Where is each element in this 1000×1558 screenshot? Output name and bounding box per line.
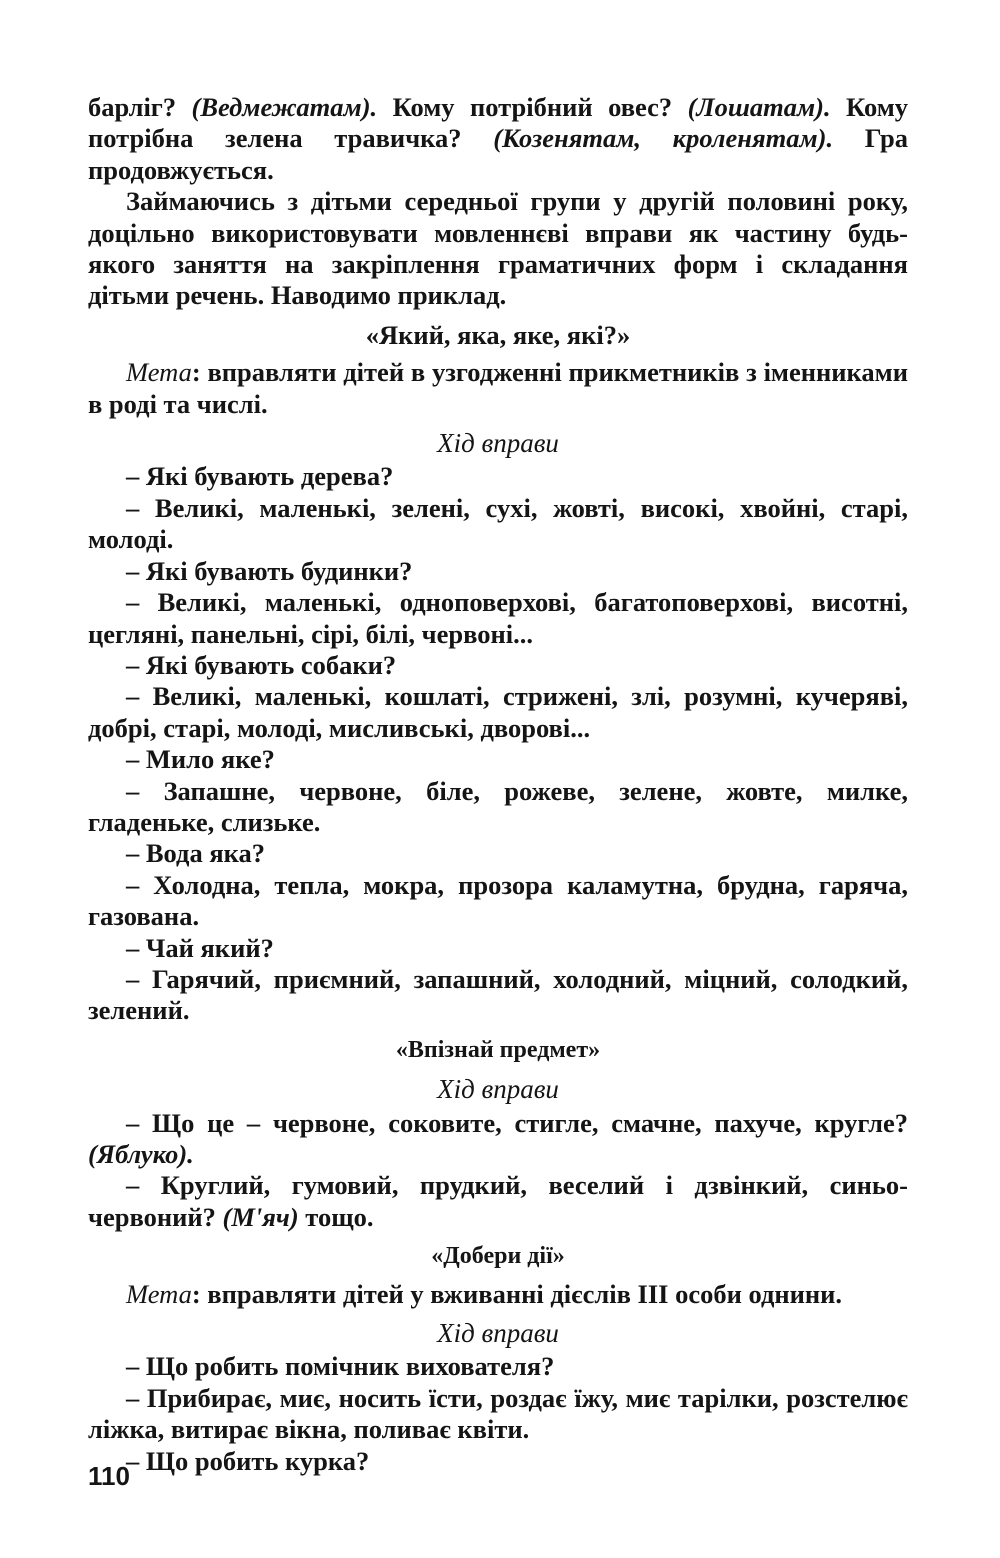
page-body <box>88 92 908 1477</box>
page-number: 110 <box>88 1461 130 1491</box>
text-run: Кому потрібна зелена травичка? <box>88 92 908 154</box>
dialogue-line: – Запашне, червоне, біле, рожеве, зелене, жовте, милке, гладеньке, слизьке. <box>88 775 908 837</box>
dialogue-line: – Холодна, тепла, мокра, прозора каламутна, брудна, гаряча, газована. <box>88 869 908 932</box>
dialogue-line: – Великі, маленькі, одноповерхові, багатоповерхові, висотні, цегляні, панельні, сірі, білі, червоні... <box>88 587 908 649</box>
dialogue-line: – Великі, маленькі, зелені, сухі, жовті, високі, хвойні, старі, молоді. <box>88 492 908 555</box>
text-run: Кому потрібний овес? <box>377 92 688 122</box>
answer-italic: (М'яч) <box>222 1201 299 1232</box>
goal-text: : вправляти дітей у вживанні дієслів ІІІ особи однини. <box>191 1278 843 1309</box>
dialogue-line: – Вода яка? <box>126 838 266 869</box>
exercise-progress-title-2: Хід вправи <box>437 1074 559 1105</box>
dialogue-line: – Які бувають будинки? <box>126 555 413 586</box>
exercise-title-1: «Який, яка, яке, які?» <box>365 319 631 350</box>
dialogue-line <box>88 1170 908 1233</box>
exercise-progress-title-1: Хід вправи <box>437 428 559 459</box>
dialogue-line: – Які бувають дерева? <box>126 461 394 492</box>
answer-italic: (Лошатам). <box>687 92 831 122</box>
answer-italic: (Козенятам, кроленятам). <box>493 123 834 154</box>
dialogue-line: – Великі, маленькі, кошлаті, стрижені, злі, розумні, кучеряві, добрі, старі, молоді, мисливські, дворові... <box>88 681 908 743</box>
goal-text: : вправляти дітей в узгодженні прикметників з іменниками в роді та числі. <box>88 357 908 419</box>
question-text: – Що це – червоне, соковите, стигле, смачне, пахуче, кругле? <box>126 1107 908 1138</box>
text-run: тощо. <box>298 1201 374 1232</box>
dialogue-line: – Прибирає, миє, носить їсти, роздає їжу, миє тарілки, розстелює ліжка, витирає вікна, поливає квіти. <box>88 1382 908 1445</box>
dialogue-line <box>88 1108 908 1171</box>
text-run: Гра продовжується. <box>88 123 908 185</box>
dialogue-line: – Що робить помічник вихователя? <box>126 1351 555 1382</box>
goal-label: Мета <box>126 357 192 388</box>
exercise-progress-title-3: Хід вправи <box>437 1318 559 1349</box>
dialogue-line: – Мило яке? <box>126 744 275 775</box>
paragraph-intro: Займаючись з дітьми середньої групи у другій половині року, доцільно використовувати мовленнєві вправи як частину будь-якого заняття на закріплення граматичних форм і складання дітьми речень. Наводимо приклад. <box>88 186 908 311</box>
exercise-goal-3 <box>88 1279 908 1310</box>
text-run: барліг? <box>88 92 192 122</box>
answer-italic: (Яблуко). <box>88 1139 194 1169</box>
goal-label: Мета <box>126 1278 192 1309</box>
answer-italic: (Ведмежатам). <box>191 92 378 122</box>
dialogue-line: – Що робить курка? <box>126 1445 370 1476</box>
question-text: – Круглий, гумовий, прудкий, веселий і дзвінкий, синьо-червоний? <box>88 1170 908 1232</box>
paragraph-continuation <box>88 92 908 186</box>
dialogue-line: – Чай який? <box>126 932 274 963</box>
dialogue-line: – Гарячий, приємний, запашний, холодний, міцний, солодкий, зелений. <box>88 963 908 1026</box>
dialogue-line: – Які бувають собаки? <box>126 649 397 680</box>
exercise-title-2: «Впізнай предмет» <box>395 1036 601 1063</box>
exercise-goal-1 <box>88 357 908 420</box>
exercise-title-3: «Добери дії» <box>431 1243 565 1270</box>
